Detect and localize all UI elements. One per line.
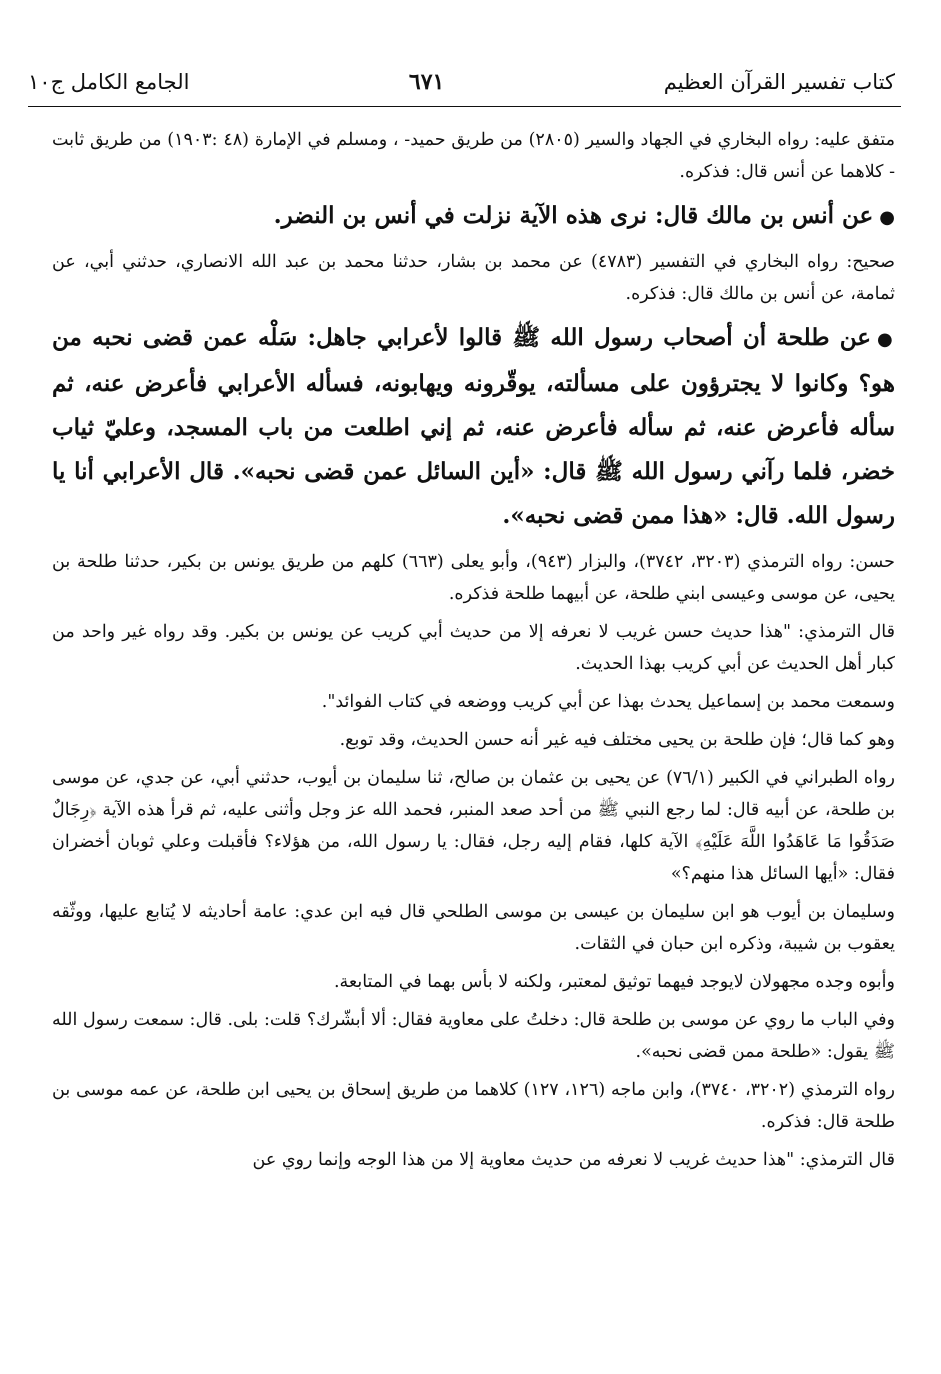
hadith-paragraph: ●عن أنس بن مالك قال: نرى هذه الآية نزلت في أنس بن النضر. [273, 202, 895, 229]
note-paragraph: رواه الترمذي (٣٢٠٢، ٣٧٤٠)، وابن ماجه (١٢٦، ١٢٧) كلاهما من طريق إسحاق بن يحيى ابن طلحة، عن عمه موسى بن طلحة قال: فذكره. [52, 1080, 895, 1132]
hadith-paragraph: ●عن طلحة أن أصحاب رسول الله ﷺ قالوا لأعرابي جاهل: سَلْه عمن قضى نحبه من هو؟ وكانوا لا يجترؤون على مسألته، يوقّرونه ويهابونه، فسأله الأعرابي فأعرض عنه، ثم سأله فأعرض عنه، ثم سأله فأعرض عنه، ثم إني اطلعت من باب المسجد، وعليّ ثياب خضر، فلما رآني رسول الله ﷺ قال: «أين السائل عمن قضى نحبه». قال الأعرابي أنا يا رسول الله. قال: «هذا ممن قضى نحبه». [52, 324, 895, 529]
page-header [28, 62, 895, 102]
page-number: ٦٧١ [408, 69, 445, 95]
bullet-icon: ● [877, 329, 895, 350]
note-paragraph: وفي الباب ما روي عن موسى بن طلحة قال: دخلتُ على معاوية فقال: ألا أبشّرك؟ قلت: بلى. قال: سمعت رسول الله ﷺ يقول: «طلحة ممن قضى نحبه». [52, 1010, 895, 1062]
note-paragraph: وسمعت محمد بن إسماعيل يحدث بهذا عن أبي كريب ووضعه في كتاب الفوائد". [321, 692, 895, 712]
note-paragraph: رواه الطبراني في الكبير (٧٦/١) عن يحيى بن عثمان بن صالح، ثنا سليمان بن أيوب، حدثني أبي، عن جدي، عن موسى بن طلحة، عن أبيه قال: لما رجع النبي ﷺ من أحد صعد المنبر، فحمد الله عز وجل وأثنى عليه، ثم قرأ هذه الآية ﴿رِجَالٌ صَدَقُوا مَا عَاهَدُوا اللَّهَ عَلَيْهِ﴾ الآية كلها، فقام إليه رجل، فقال: يا رسول الله، من هؤلاء؟ فأقبلت وعلي ثوبان أخضران فقال: «أيها السائل هذا منهم؟» [52, 768, 895, 884]
bullet-icon: ● [879, 207, 895, 228]
note-paragraph: حسن: رواه الترمذي (٣٢٠٣، ٣٧٤٢)، والبزار (٩٤٣)، وأبو يعلى (٦٦٣) كلهم من طريق يونس بن بكير، حدثنا طلحة بن يحيى، عن موسى وعيسى ابني طلحة، عن أبيهما طلحة فذكره. [52, 552, 895, 604]
note-paragraph: قال الترمذي: "هذا حديث حسن غريب لا نعرفه إلا من حديث أبي كريب عن يونس بن بكير. وقد رواه غير واحد من كبار أهل الحديث عن أبي كريب بهذا الحديث. [52, 622, 895, 674]
book-title: كتاب تفسير القرآن العظيم [663, 70, 895, 94]
note-paragraph: صحيح: رواه البخاري في التفسير (٤٧٨٣) عن محمد بن بشار، حدثنا محمد بن عبد الله الانصاري، حدثني أبي، عن ثمامة، عن أنس بن مالك قال: فذكره. [52, 252, 895, 304]
note-paragraph: قال الترمذي: "هذا حديث غريب لا نعرفه من حديث معاوية إلا من هذا الوجه وإنما روي عن [252, 1150, 895, 1170]
note-paragraph: وسليمان بن أيوب هو ابن سليمان بن عيسى بن موسى الطلحي قال فيه ابن عدي: عامة أحاديثه لا يُتابع عليها، ووثّقه يعقوب بن شيبة، وذكره ابن حبان في الثقات. [52, 902, 895, 954]
page-body [52, 124, 895, 1182]
note-paragraph: وهو كما قال؛ فإن طلحة بن يحيى مختلف فيه غير أنه حسن الحديث، وقد توبع. [339, 730, 895, 750]
header-rule [28, 106, 901, 107]
note-paragraph: وأبوه وجده مجهولان لايوجد فيهما توثيق لمعتبر، ولكنه لا بأس بهما في المتابعة. [333, 972, 895, 992]
note-paragraph: متفق عليه: رواه البخاري في الجهاد والسير (٢٨٠٥) من طريق حميد- ، ومسلم في الإمارة (٤٨ :١٩٠٣) من طريق ثابت - كلاهما عن أنس قال: فذكره. [52, 130, 895, 182]
volume-label: الجامع الكامل ج١٠ [28, 70, 190, 94]
